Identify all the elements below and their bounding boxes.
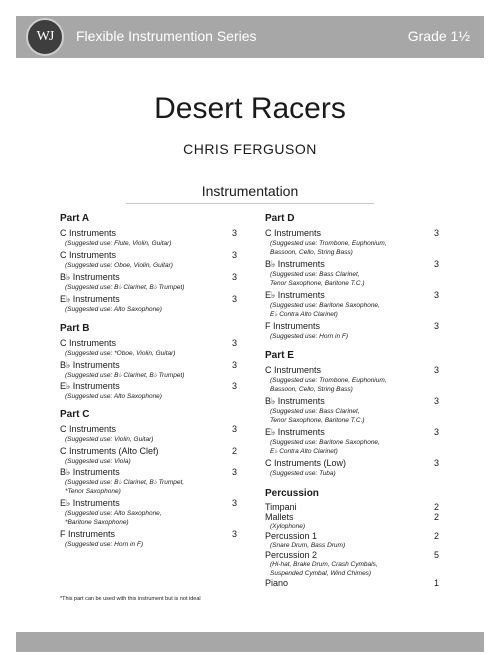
suggested-use: (Snare Drum, Bass Drum) xyxy=(270,542,346,549)
instrument-name: Piano xyxy=(265,578,289,588)
suggested-use: (Hi-hat, Brake Drum, Crash Cymbals, Suspended Cymbal, Wind Chimes) xyxy=(270,561,378,577)
suggested-use: (Suggested use: B♭ Clarinet, B♭ Trumpet) xyxy=(65,372,185,379)
series-header-bar xyxy=(16,16,484,58)
instrument-count: 2 xyxy=(433,502,439,512)
suggested-use: (Suggested use: Horn in F) xyxy=(65,541,144,548)
instrument-count: 3 xyxy=(231,424,237,434)
suggested-use: (Suggested use: Baritone Saxophone, E♭ Contra Alto Clarinet) xyxy=(270,302,380,318)
instrument-name: E♭ Instruments xyxy=(265,290,325,300)
part-e-title: Part E xyxy=(265,350,294,361)
instrument-name: C Instruments xyxy=(60,250,117,260)
instrument-name: E♭ Instruments xyxy=(265,427,325,437)
suggested-use: (Suggested use: Alto Saxophone) xyxy=(65,306,162,313)
suggested-use: (Suggested use: B♭ Clarinet, B♭ Trumpet) xyxy=(65,284,185,291)
instrument-count: 3 xyxy=(231,250,237,260)
grade-label: Grade 1½ xyxy=(407,28,470,44)
suggested-use: (Suggested use: Viola) xyxy=(65,458,131,465)
instrument-count: 3 xyxy=(433,458,439,468)
composer-name: CHRIS FERGUSON xyxy=(183,141,317,157)
part-d-title: Part D xyxy=(265,213,295,224)
suggested-use: (Suggested use: Alto Saxophone, *Baritone Saxophone) xyxy=(65,510,162,526)
instrument-name: C Instruments xyxy=(60,424,117,434)
instrument-count: 3 xyxy=(433,321,439,331)
instrument-name: B♭ Instruments xyxy=(265,259,325,269)
percussion-title: Percussion xyxy=(265,488,319,499)
suggested-use: (Suggested use: Flute, Violin, Guitar) xyxy=(65,240,172,247)
instrument-name: B♭ Instruments xyxy=(60,467,120,477)
instrument-count: 1 xyxy=(433,578,439,588)
instrument-count: 3 xyxy=(231,381,237,391)
instrument-count: 3 xyxy=(231,360,237,370)
instrument-count: 3 xyxy=(433,290,439,300)
instrument-name: C Instruments xyxy=(60,228,117,238)
instrument-name: F Instruments xyxy=(265,321,321,331)
instrument-name: E♭ Instruments xyxy=(60,498,120,508)
instrument-count: 3 xyxy=(231,529,237,539)
series-name: Flexible Instrumention Series xyxy=(76,28,257,44)
instrument-name: C Instruments (Alto Clef) xyxy=(60,446,159,456)
instrument-name: E♭ Instruments xyxy=(60,294,120,304)
instrument-count: 3 xyxy=(231,338,237,348)
footnote: *This part can be used with this instrument but is not ideal xyxy=(60,596,201,602)
instrument-count: 3 xyxy=(433,228,439,238)
suggested-use: (Suggested use: Bass Clarinet, Tenor Saxophone, Baritone T.C.) xyxy=(270,408,365,424)
suggested-use: (Suggested use: *Oboe, Violin, Guitar) xyxy=(65,350,176,357)
instrumentation-heading: Instrumentation xyxy=(201,183,299,199)
suggested-use: (Xylophone) xyxy=(270,523,306,530)
suggested-use: (Suggested use: Alto Saxophone) xyxy=(65,393,162,400)
instrument-name: Timpani xyxy=(265,502,297,512)
suggested-use: (Suggested use: Trombone, Euphonium, Bassoon, Cello, String Bass) xyxy=(270,377,387,393)
suggested-use: (Suggested use: Bass Clarinet, Tenor Saxophone, Baritone T.C.) xyxy=(270,271,365,287)
instrument-count: 3 xyxy=(433,396,439,406)
instrument-name: E♭ Instruments xyxy=(60,381,120,391)
instrument-count: 2 xyxy=(433,531,439,541)
instrument-count: 3 xyxy=(433,427,439,437)
instrument-name: C Instruments xyxy=(60,338,117,348)
instrument-count: 3 xyxy=(231,294,237,304)
instrument-name: C Instruments xyxy=(265,228,322,238)
instrument-count: 3 xyxy=(231,272,237,282)
instrument-name: B♭ Instruments xyxy=(265,396,325,406)
instrument-count: 3 xyxy=(231,467,237,477)
heading-divider xyxy=(126,203,374,204)
footer-bar xyxy=(16,632,484,652)
instrument-name: C Instruments xyxy=(265,365,322,375)
instrument-count: 3 xyxy=(231,228,237,238)
suggested-use: (Suggested use: Violin, Guitar) xyxy=(65,436,154,443)
wj-logo: WJ xyxy=(26,18,64,56)
piece-title: Desert Racers xyxy=(154,92,346,125)
instrument-count: 3 xyxy=(433,259,439,269)
instrument-count: 2 xyxy=(433,512,439,522)
instrument-name: Percussion 2 xyxy=(265,550,318,560)
instrument-count: 3 xyxy=(231,498,237,508)
instrument-name: Percussion 1 xyxy=(265,531,318,541)
instrument-name: B♭ Instruments xyxy=(60,272,120,282)
instrument-name: F Instruments xyxy=(60,529,116,539)
instrument-name: C Instruments (Low) xyxy=(265,458,347,468)
part-a-title: Part A xyxy=(60,213,90,224)
instrument-count: 2 xyxy=(231,446,237,456)
suggested-use: (Suggested use: Tuba) xyxy=(270,470,336,477)
suggested-use: (Suggested use: B♭ Clarinet, B♭ Trumpet, *Tenor Saxophone) xyxy=(65,479,185,495)
instrument-name: Mallets xyxy=(265,512,294,522)
suggested-use: (Suggested use: Baritone Saxophone, E♭ Contra Alto Clarinet) xyxy=(270,439,380,455)
instrument-count: 5 xyxy=(433,550,439,560)
instrument-name: B♭ Instruments xyxy=(60,360,120,370)
suggested-use: (Suggested use: Horn in F) xyxy=(270,333,349,340)
part-c-title: Part C xyxy=(60,409,90,420)
suggested-use: (Suggested use: Oboe, Violin, Guitar) xyxy=(65,262,173,269)
suggested-use: (Suggested use: Trombone, Euphonium, Bassoon, Cello, String Bass) xyxy=(270,240,387,256)
part-b-title: Part B xyxy=(60,323,90,334)
instrument-count: 3 xyxy=(433,365,439,375)
